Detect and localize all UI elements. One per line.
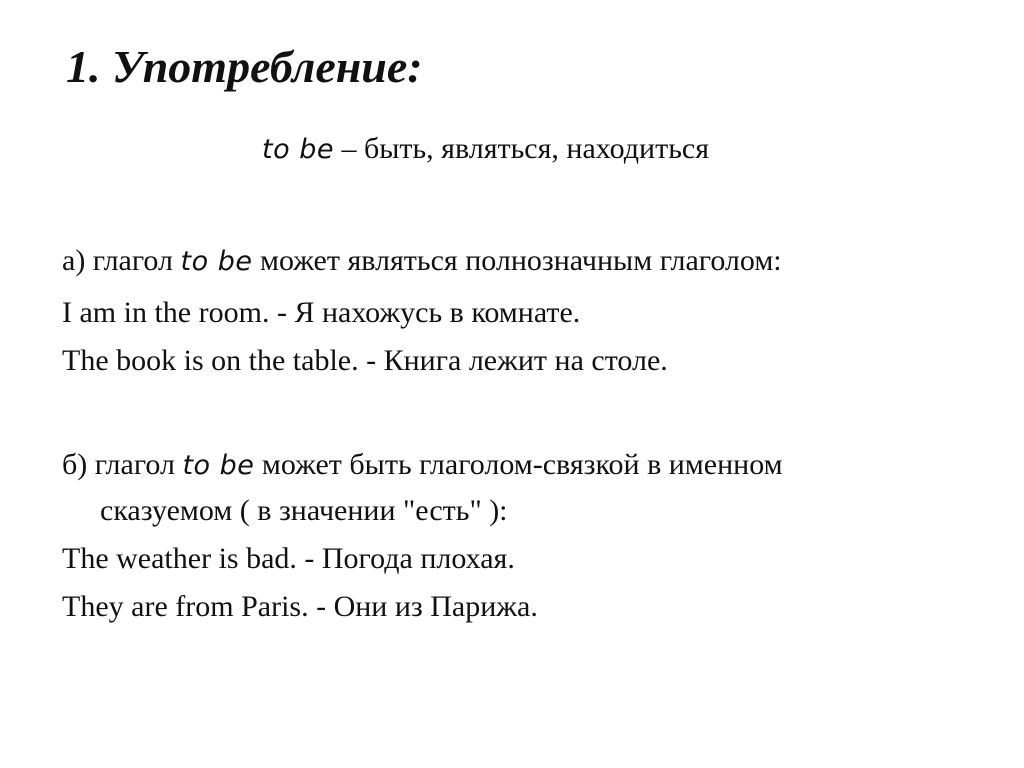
slide-title: 1. Употребление: [66, 41, 423, 92]
section-b-heading [62, 448, 783, 482]
section-b-example: The weather is bad. - Погода плохая. [62, 542, 515, 575]
section-b-example: They are from Paris. - Они из Парижа. [62, 590, 538, 623]
section-a-term: to be [180, 246, 253, 277]
section-b-suffix: может быть глаголом-связкой в именном [254, 448, 783, 481]
section-a-heading [62, 244, 782, 278]
subtitle-definition [262, 132, 709, 166]
section-a-prefix: а) глагол [62, 244, 181, 277]
subtitle-definition-text: – быть, являться, находиться [333, 132, 709, 165]
subtitle-term: to be [262, 134, 334, 165]
section-a-suffix: может являться полнозначным глаголом: [252, 244, 782, 277]
section-b-continuation: сказуемом ( в значении "есть" ): [100, 494, 508, 527]
section-b-prefix: б) глагол [62, 448, 183, 481]
section-b-term: to be [182, 450, 255, 481]
section-a-example: The book is on the table. - Книга лежит на столе. [62, 344, 668, 377]
section-a-example: I am in the room. - Я нахожусь в комнате. [62, 296, 581, 329]
